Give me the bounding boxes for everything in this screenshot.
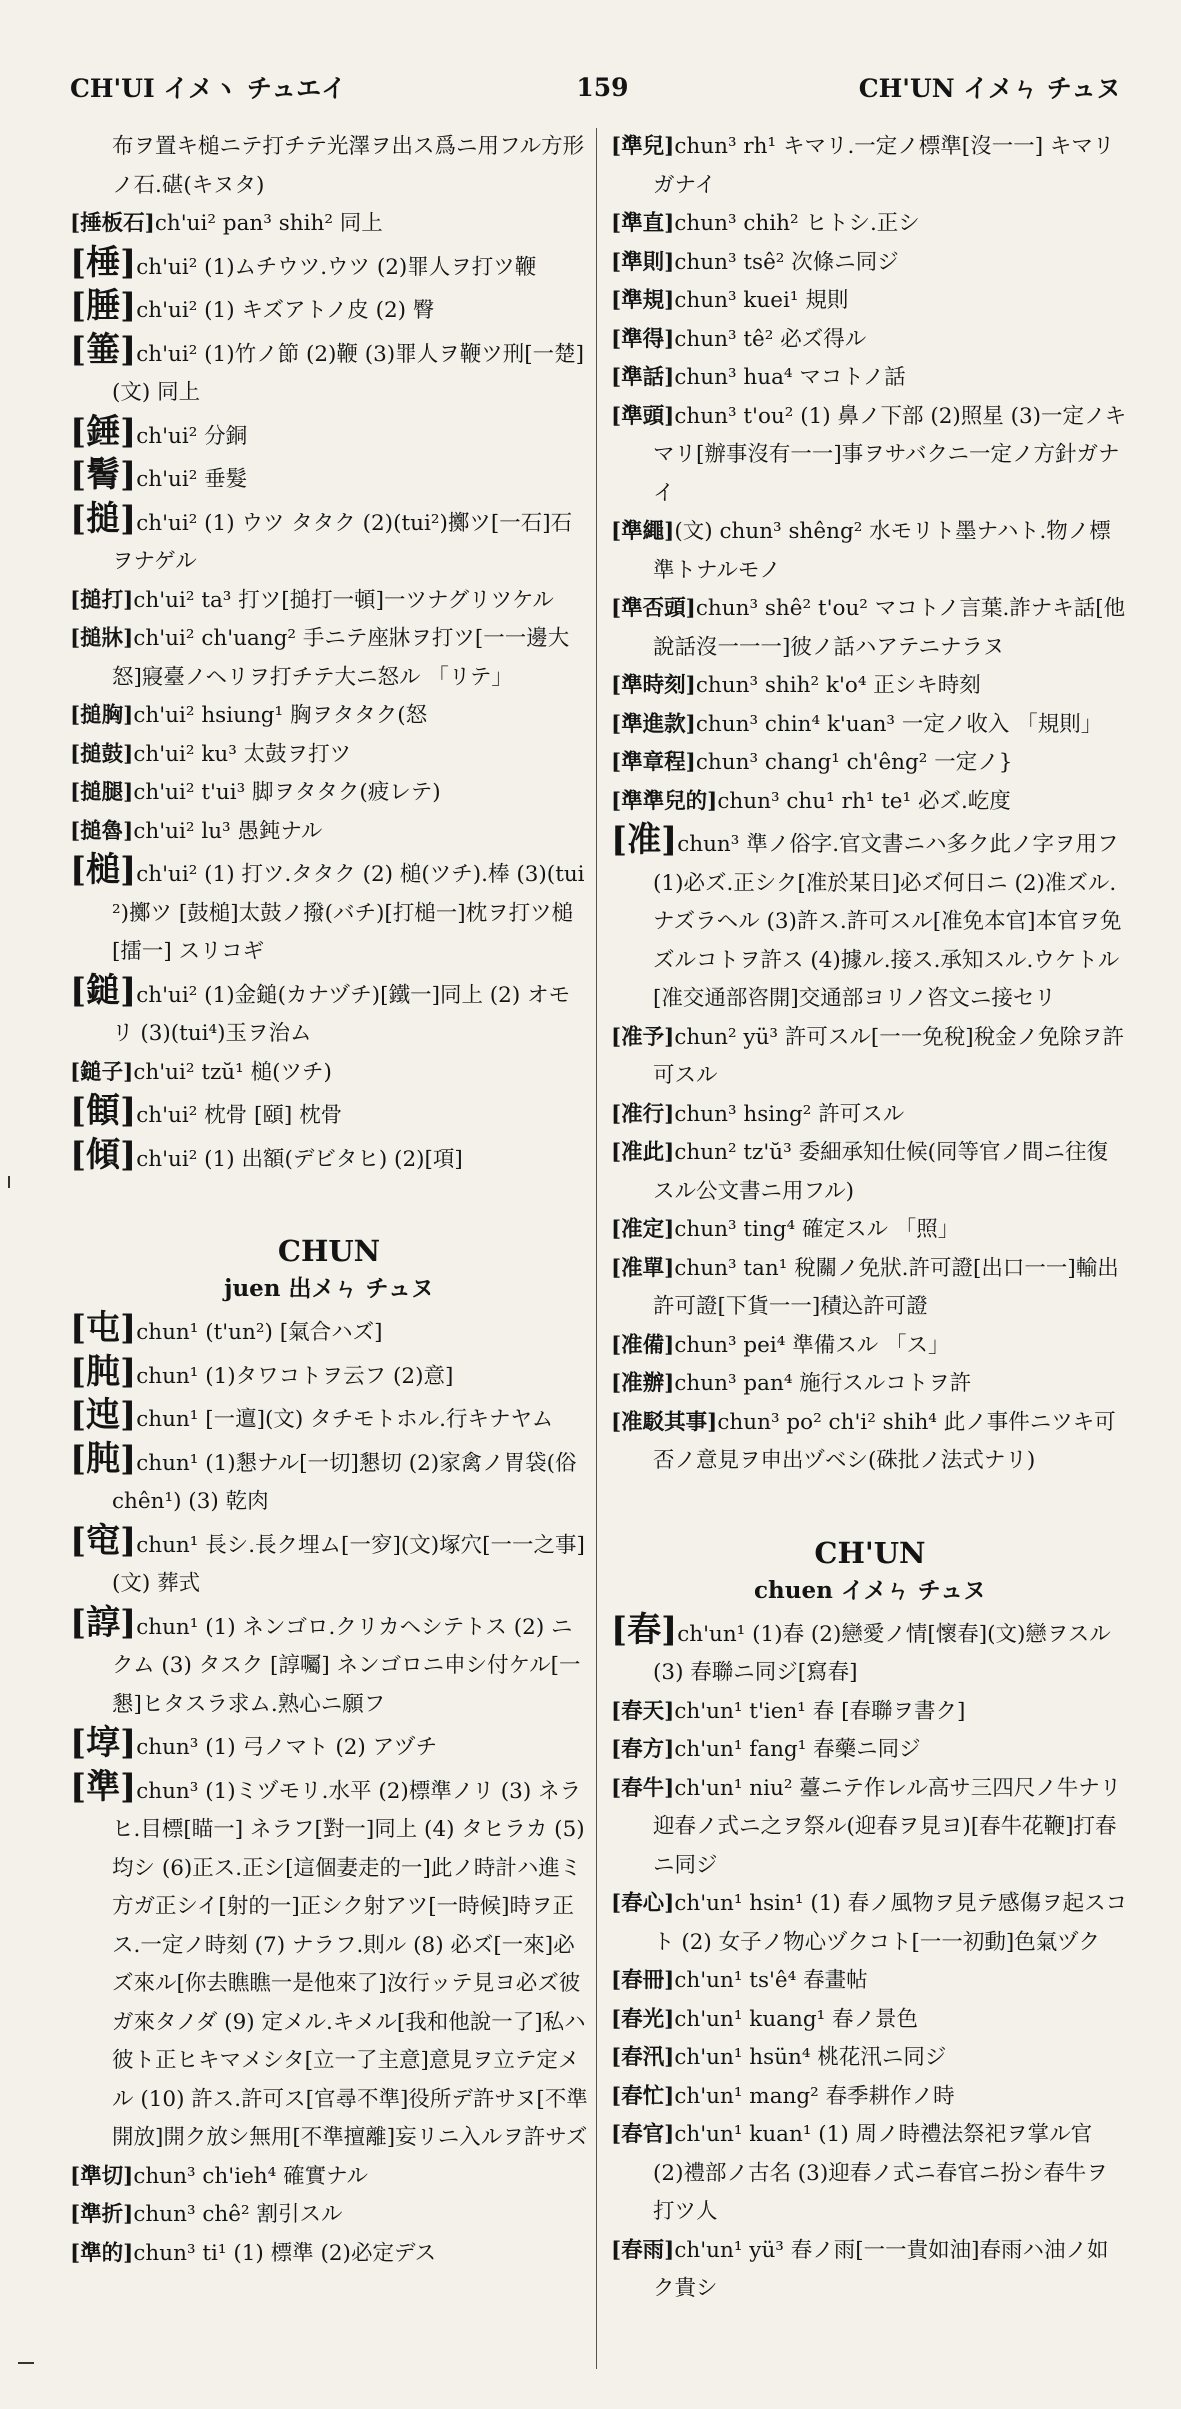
entry-definition: ch'ui² ta³ 打ツ[搥打一頓]一ツナグリツケル bbox=[133, 587, 554, 613]
entry-definition: chun¹ (1)懇ナル[一切]懇切 (2)家禽ノ胃袋(俗 chên¹) (3) 乾肉 bbox=[112, 1450, 577, 1514]
entry-headword: [搥鼓] bbox=[70, 741, 134, 767]
entry-definition: 布ヲ置キ槌ニテ打チテ光澤ヲ出ス爲ニ用フル方形ノ石.碪(キヌタ) bbox=[112, 134, 585, 198]
entry-definition: ch'ui² pan³ shih² 同上 bbox=[154, 211, 383, 236]
dictionary-entry bbox=[70, 697, 588, 736]
entry-definition: ch'un¹ ts'ê⁴ 春畫帖 bbox=[674, 1968, 868, 1993]
page-header bbox=[70, 62, 1121, 112]
entry-headword: [准行] bbox=[611, 1101, 675, 1127]
entry-headword: [鬌] bbox=[70, 455, 137, 495]
dictionary-entry bbox=[70, 331, 588, 413]
dictionary-entry bbox=[70, 244, 588, 288]
entry-headword: [春] bbox=[611, 1609, 678, 1650]
entry-definition: (文) chun³ shêng² 水モリト墨ナハト.物ノ標準トナルモノ bbox=[653, 519, 1111, 583]
dictionary-entry bbox=[70, 813, 588, 852]
entry-headword: [棰] bbox=[70, 242, 137, 283]
dictionary-entry bbox=[70, 1092, 588, 1136]
header-left: CH'UI イメヽ チュエイ bbox=[70, 74, 347, 103]
entry-headword: [準頭] bbox=[611, 403, 675, 429]
entry-definition: ch'ui² 垂髮 bbox=[136, 467, 248, 492]
entry-definition: ch'ui² (1)金鎚(カナヅチ)[鐵一]同上 (2) オモリ (3)(tui⁴)玉ヲ治ム bbox=[112, 982, 571, 1046]
entry-headword: [准定] bbox=[611, 1217, 675, 1242]
dictionary-entry bbox=[611, 321, 1129, 360]
dictionary-entry bbox=[611, 2232, 1129, 2309]
entry-headword: [搥腿] bbox=[70, 780, 134, 805]
entry-definition: ch'ui² (1) 打ツ.タタク (2) 槌(ツチ).棒 (3)(tui²)擲ツ [鼓槌]太鼓ノ撥(バチ)[打槌一]枕ヲ打ツ槌[擂一] スリコギ bbox=[112, 862, 585, 964]
entry-definition: ch'un¹ (1)春 (2)戀愛ノ情[懷春](文)戀ヲスル (3) 春聯ニ同ジ[寫春] bbox=[653, 1621, 1111, 1685]
dictionary-entry bbox=[611, 783, 1129, 822]
dictionary-entry bbox=[611, 1885, 1129, 1962]
entry-definition: chun³ chê² 割引スル bbox=[133, 2202, 343, 2227]
dictionary-entry bbox=[611, 1019, 1129, 1096]
entry-headword: [窀] bbox=[70, 1520, 137, 1561]
entry-headword: [準繩] bbox=[611, 519, 675, 544]
entry-definition: chun³ hua⁴ マコトノ話 bbox=[674, 365, 906, 390]
entry-headword: [準折] bbox=[70, 2202, 134, 2227]
dictionary-page bbox=[70, 128, 1129, 2369]
entry-headword: [准此] bbox=[611, 1140, 675, 1165]
entry-headword: [準] bbox=[70, 1766, 137, 1807]
entry-headword: [錘] bbox=[70, 411, 137, 452]
entry-definition: chun¹ 長シ.長ク埋ム[一穸](文)塚穴[一一之事](文) 葬式 bbox=[112, 1532, 585, 1596]
dictionary-entry bbox=[70, 1768, 588, 2158]
entry-definition: chun³ pei⁴ 準備スル 「ス」 bbox=[674, 1332, 950, 1358]
entry-headword: [準則] bbox=[611, 249, 675, 275]
dictionary-entry bbox=[70, 1396, 588, 1440]
entry-definition: chun³ rh¹ キマリ.一定ノ標準[沒一一] キマリガナイ bbox=[653, 134, 1115, 198]
entry-headword: [鎚] bbox=[70, 970, 137, 1011]
entry-headword: [準否頭] bbox=[611, 596, 696, 621]
dictionary-entry bbox=[70, 287, 588, 331]
entry-definition: chun³ kuei¹ 規則 bbox=[674, 288, 849, 313]
dictionary-entry bbox=[70, 1724, 588, 1768]
right-column bbox=[607, 128, 1129, 2369]
entry-definition: ch'un¹ niu² 薹ニテ作レル高サ三四尺ノ牛ナリ迎春ノ式ニ之ヲ祭ル(迎春ヲ見ヨ)[春牛花鞭]打春ニ同ジ bbox=[653, 1775, 1122, 1878]
entry-definition: chun³ chu¹ rh¹ te¹ 必ズ.屹度 bbox=[717, 788, 1011, 814]
entry-definition: ch'ui² ch'uang² 手ニテ座牀ヲ打ツ[一一邊大怒]寢臺ノヘリヲ打チテ大ニ怒ル 「リテ」 bbox=[112, 626, 570, 690]
dictionary-entry bbox=[611, 1611, 1129, 1693]
entry-headword: [準準兒的] bbox=[611, 788, 718, 814]
dictionary-entry bbox=[70, 456, 588, 500]
entry-headword: [準兒] bbox=[611, 134, 675, 159]
entry-definition: ch'ui² (1) キズアトノ皮 (2) 臀 bbox=[136, 298, 435, 323]
entry-headword: [迍] bbox=[70, 1395, 137, 1435]
dictionary-entry bbox=[611, 1134, 1129, 1211]
entry-headword: [埻] bbox=[70, 1723, 137, 1763]
margin-mark bbox=[8, 1176, 10, 1188]
dictionary-entry bbox=[611, 1250, 1129, 1327]
dictionary-entry bbox=[611, 1327, 1129, 1366]
dictionary-entry bbox=[611, 1731, 1129, 1770]
entry-headword: [准] bbox=[611, 820, 678, 860]
entry-definition: ch'ui² ku³ 太鼓ヲ打ツ bbox=[133, 741, 352, 767]
left-column bbox=[70, 128, 597, 2369]
entry-headword: [搥魯] bbox=[70, 818, 134, 844]
dictionary-entry bbox=[611, 667, 1129, 706]
entry-definition: ch'ui² 枕骨 [頤] 枕骨 bbox=[136, 1103, 343, 1128]
entry-headword: [准予] bbox=[611, 1024, 675, 1050]
entry-headword: [準切] bbox=[70, 2163, 134, 2189]
entry-headword: [槌] bbox=[70, 850, 137, 890]
entry-definition: chun³ tê² 必ズ得ル bbox=[674, 326, 867, 352]
entry-definition: chun³ chang¹ ch'êng² 一定ノ} bbox=[695, 750, 1013, 775]
entry-definition: ch'ui² (1)竹ノ節 (2)鞭 (3)罪人ヲ鞭ツ刑[一楚](文) 同上 bbox=[112, 341, 584, 405]
dictionary-entry bbox=[611, 590, 1129, 667]
dictionary-entry bbox=[70, 851, 588, 972]
entry-headword: [春雨] bbox=[611, 2237, 675, 2263]
entry-definition: chun³ shê² t'ou² マコトノ言葉.詐ナキ話[他說話沒一一一]彼ノ話ハアテニナラヌ bbox=[653, 596, 1126, 660]
entry-headword: [肫] bbox=[70, 1438, 137, 1479]
dictionary-entry bbox=[611, 2116, 1129, 2232]
entry-definition: chun² yü³ 許可スル[一一免稅]稅金ノ免除ヲ許可スル bbox=[653, 1024, 1125, 1088]
dictionary-entry bbox=[611, 1365, 1129, 1404]
dictionary-entry bbox=[70, 2235, 588, 2274]
entry-headword: [準進款] bbox=[611, 711, 696, 737]
entry-definition: chun¹ (1) ネンゴロ.クリカヘシテトス (2) ニクム (3) タスク [諄囑] ネンゴロニ申シ付ケル[一懇]ヒタスラ求ム.熟心ニ願フ bbox=[112, 1614, 581, 1717]
dictionary-entry bbox=[70, 972, 588, 1054]
entry-definition: chun³ (1) 弓ノマト (2) アヅチ bbox=[136, 1735, 438, 1760]
entry-headword: [準規] bbox=[611, 288, 675, 313]
entry-headword: [准單] bbox=[611, 1255, 675, 1281]
dictionary-entry bbox=[611, 513, 1129, 590]
dictionary-entry bbox=[611, 706, 1129, 745]
entry-definition: chun³ 準ノ俗字.官文書ニハ多ク此ノ字ヲ用フ (1)必ズ.正シク[准於某日]必ズ何日ニ (2)准ズル.ナズラヘル (3)許ス.許可スル[准免本官]本官ヲ免ズルコトヲ許ス (4)據ル.接ス.承知スル.ウケトル[准交通部咨開]交通部ヨリノ咨文ニ接セリ bbox=[653, 832, 1122, 1011]
entry-headword: [捶板石] bbox=[70, 211, 155, 236]
dictionary-entry bbox=[611, 1096, 1129, 1135]
entry-definition: ch'un¹ fang¹ 春藥ニ同ジ bbox=[674, 1737, 921, 1762]
entry-definition: ch'ui² (1)ムチウツ.ウツ (2)罪人ヲ打ツ鞭 bbox=[136, 254, 537, 280]
entry-headword: [顀] bbox=[70, 1091, 137, 1131]
entry-headword: [諄] bbox=[70, 1602, 137, 1643]
dictionary-entry bbox=[70, 1604, 588, 1725]
entry-headword: [肫] bbox=[70, 1351, 137, 1392]
entry-headword: [春牛] bbox=[611, 1775, 675, 1801]
entry-definition: ch'ui² (1) 出額(デビタヒ) (2)[項] bbox=[136, 1146, 463, 1172]
entry-definition: chun³ shih² k'o⁴ 正シキ時刻 bbox=[695, 673, 981, 698]
dictionary-entry bbox=[611, 2078, 1129, 2117]
entry-definition: ch'un¹ mang² 春季耕作ノ時 bbox=[674, 2083, 955, 2109]
entry-definition: chun³ hsing² 許可スル bbox=[674, 1101, 905, 1127]
entry-headword: [準直] bbox=[611, 211, 675, 236]
entry-definition: ch'ui² lu³ 愚鈍ナル bbox=[133, 818, 323, 844]
entry-definition: ch'un¹ kuan¹ (1) 周ノ時禮法祭祀ヲ掌ル官 (2)禮部ノ古名 (3)迎春ノ式ニ春官ニ扮シ春牛ヲ打ツ人 bbox=[653, 2122, 1108, 2224]
entry-definition: chun³ chin⁴ k'uan³ 一定ノ收入 「規則」 bbox=[695, 711, 1103, 737]
dictionary-entry bbox=[611, 205, 1129, 244]
entry-headword: [搥牀] bbox=[70, 626, 134, 651]
entry-headword: [準時刻] bbox=[611, 673, 696, 698]
entry-headword: [搥胸] bbox=[70, 703, 134, 728]
dictionary-entry bbox=[611, 128, 1129, 205]
section-title: CHUN bbox=[277, 1234, 381, 1268]
entry-headword: [搥] bbox=[70, 498, 137, 539]
dictionary-entry bbox=[611, 2039, 1129, 2078]
entry-definition: chun¹ (t'un²) [氣合ハズ] bbox=[136, 1320, 383, 1345]
entry-headword: [准辦] bbox=[611, 1371, 675, 1396]
entry-definition: ch'un¹ yü³ 春ノ雨[一一貴如油]春雨ハ油ノ如ク貴シ bbox=[653, 2237, 1109, 2301]
dictionary-entry bbox=[70, 1309, 588, 1353]
dictionary-entry bbox=[611, 1962, 1129, 2001]
entry-definition: ch'ui² tzŭ¹ 槌(ツチ) bbox=[133, 1059, 332, 1085]
entry-headword: [准備] bbox=[611, 1332, 675, 1358]
entry-definition: ch'ui² t'ui³ 脚ヲタタク(疲レテ) bbox=[133, 780, 441, 805]
entry-definition: ch'un¹ hsin¹ (1) 春ノ風物ヲ見テ感傷ヲ起スコト (2) 女子ノ物心ヅクコト[一一初動]色氣ヅク bbox=[653, 1891, 1128, 1955]
entry-headword: [搥打] bbox=[70, 587, 134, 613]
dictionary-entry bbox=[70, 413, 588, 457]
dictionary-entry bbox=[70, 774, 588, 813]
entry-headword: [準的] bbox=[70, 2240, 134, 2266]
entry-definition: ch'ui² hsiung¹ 胸ヲタタク(怒 bbox=[133, 703, 428, 728]
entry-headword: [腄] bbox=[70, 286, 137, 326]
dictionary-entry bbox=[611, 398, 1129, 514]
entry-headword: [准駁其事] bbox=[611, 1409, 718, 1435]
dictionary-entry bbox=[70, 620, 588, 697]
entry-definition: chun³ tsê² 次條ニ同ジ bbox=[674, 249, 899, 275]
dictionary-entry bbox=[70, 736, 588, 775]
entry-headword: [鎚子] bbox=[70, 1059, 134, 1085]
dictionary-entry bbox=[70, 2196, 588, 2235]
dictionary-entry bbox=[70, 1136, 588, 1180]
entry-headword: [春心] bbox=[611, 1891, 675, 1916]
section-subtitle: chuen イメㄣ チュヌ bbox=[754, 1576, 986, 1604]
header-right: CH'UN イメㄣ チュヌ bbox=[858, 74, 1121, 103]
entry-definition: chun³ chih² ヒトシ.正シ bbox=[674, 211, 920, 236]
dictionary-entry bbox=[611, 1404, 1129, 1481]
margin-mark bbox=[18, 2362, 34, 2364]
dictionary-entry bbox=[611, 1211, 1129, 1250]
dictionary-entry bbox=[611, 1770, 1129, 1886]
dictionary-entry bbox=[70, 205, 588, 244]
dictionary-entry bbox=[70, 1353, 588, 1397]
entry-headword: [春冊] bbox=[611, 1968, 675, 1993]
entry-definition: chun³ ti¹ (1) 標準 (2)必定デス bbox=[133, 2240, 437, 2266]
entry-headword: [準章程] bbox=[611, 750, 696, 775]
entry-headword: [屯] bbox=[70, 1308, 137, 1348]
dictionary-entry bbox=[70, 1522, 588, 1604]
entry-definition: chun³ ting⁴ 確定スル 「照」 bbox=[674, 1217, 960, 1242]
section-subtitle: juen 出メㄣ チュヌ bbox=[224, 1275, 434, 1302]
entry-definition: ch'ui² (1) ウツ タタク (2)(tui²)擲ツ[一石]石ヲナゲル bbox=[112, 510, 573, 574]
entry-definition: chun³ (1)ミヅモリ.水平 (2)標準ノリ (3) ネラヒ.目標[瞄一] ネラフ[對一]同上 (4) タヒラカ (5)均シ (6)正ス.正シ[這個妻走的一]此ノ時計ハ進ミ方ガ正シイ[射的一]正シク射アツ[一時候]時ヲ正ス.一定ノ時刻 (7) ナラフ.則ル (8) 必ズ[一來]必ズ來ル[你去瞧瞧一是他來了]汝行ッテ見ヨ必ズ彼ガ來タノダ (9) 定メル.キメル[我和他說一了]私ハ彼ト正ヒキマメシタ[立一了主意]意見ヲ立テ定メル (10) 許ス.許可ス[官尋不準]役所デ許サヌ[不準開放]開ク放シ無用[不準擅離]妄リニ入ルヲ許サズ bbox=[112, 1778, 588, 2150]
dictionary-entry bbox=[611, 821, 1129, 1019]
entry-definition: chun³ tan¹ 稅關ノ免狀.許可證[出口一一]輸出許可證[下貨一一]積込許可證 bbox=[653, 1255, 1119, 1319]
entry-headword: [準得] bbox=[611, 326, 675, 352]
entry-definition: chun¹ (1)タワコトヲ云フ (2)意] bbox=[136, 1363, 454, 1389]
entry-definition: chun¹ [一邅](文) タチモトホル.行キナヤム bbox=[136, 1407, 554, 1432]
dictionary-entry bbox=[70, 582, 588, 621]
dictionary-entry bbox=[611, 1693, 1129, 1732]
dictionary-entry bbox=[611, 244, 1129, 283]
entry-headword: [春光] bbox=[611, 2006, 675, 2032]
dictionary-entry bbox=[611, 2001, 1129, 2040]
dictionary-entry bbox=[70, 1440, 588, 1522]
dictionary-entry bbox=[70, 128, 588, 205]
entry-headword: [準話] bbox=[611, 365, 675, 390]
entry-headword: [箠] bbox=[70, 329, 137, 370]
entry-headword: [春忙] bbox=[611, 2083, 675, 2109]
entry-definition: ch'ui² 分銅 bbox=[136, 423, 248, 449]
entry-definition: chun² tz'ŭ³ 委細承知仕候(同等官ノ間ニ往復スル公文書ニ用フル) bbox=[653, 1140, 1108, 1204]
page-number: 159 bbox=[576, 72, 629, 102]
entry-definition: ch'un¹ t'ien¹ 春 [春聯ヲ書ク] bbox=[674, 1698, 966, 1724]
entry-definition: chun³ pan⁴ 施行スルコトヲ許 bbox=[674, 1371, 972, 1396]
entry-definition: chun³ t'ou² (1) 鼻ノ下部 (2)照星 (3)一定ノキマリ[辦事沒有一一]事ヲサバクニ一定ノ方針ガナイ bbox=[653, 403, 1127, 506]
entry-headword: [春天] bbox=[611, 1698, 675, 1724]
entry-definition: ch'un¹ hsün⁴ 桃花汛ニ同ジ bbox=[674, 2045, 947, 2070]
entry-definition: ch'un¹ kuang¹ 春ノ景色 bbox=[674, 2006, 919, 2032]
dictionary-entry bbox=[611, 744, 1129, 783]
entry-headword: [春汛] bbox=[611, 2045, 675, 2070]
dictionary-entry bbox=[70, 2158, 588, 2197]
entry-definition: chun³ ch'ieh⁴ 確實ナル bbox=[133, 2163, 369, 2189]
entry-headword: [春官] bbox=[611, 2122, 675, 2147]
entry-headword: [傾] bbox=[70, 1134, 137, 1175]
entry-definition: chun³ po² ch'i² shih⁴ 此ノ事件ニツキ可否ノ意見ヲ申出ヅベシ(硃批ノ法式ナリ) bbox=[653, 1409, 1116, 1473]
section-title: CH'UN bbox=[814, 1535, 926, 1570]
entry-headword: [春方] bbox=[611, 1737, 675, 1762]
dictionary-entry bbox=[70, 1054, 588, 1093]
dictionary-entry bbox=[70, 500, 588, 582]
dictionary-entry bbox=[611, 282, 1129, 321]
dictionary-entry bbox=[611, 359, 1129, 398]
